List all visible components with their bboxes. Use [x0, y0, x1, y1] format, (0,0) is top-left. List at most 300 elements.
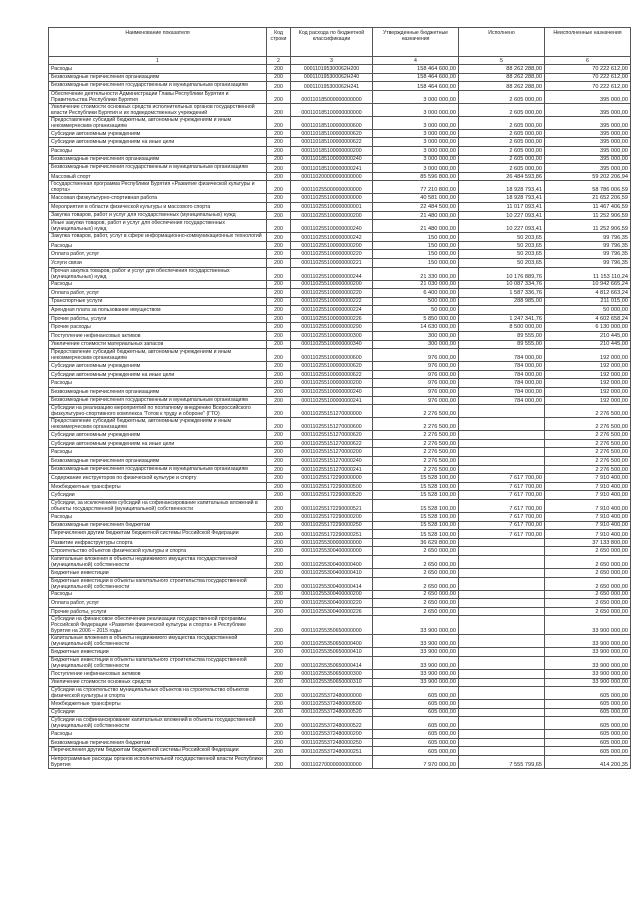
- table-row: [49, 349, 631, 362]
- row-line-code: 200: [267, 280, 291, 289]
- row-name: Закупка товаров, работ, услуг в сфере информационно-коммуникационных технологий: [49, 233, 267, 242]
- report-page: [48, 27, 630, 769]
- row-unexecuted: 99 796,35: [545, 250, 631, 259]
- row-unexecuted: 605 000,00: [545, 730, 631, 739]
- row-unexecuted: 2 276 500,00: [545, 465, 631, 474]
- row-approved: 85 596 800,00: [373, 172, 459, 181]
- row-budget-code: 000110255100000000200: [291, 211, 373, 220]
- row-budget-code: 000110255100000000222: [291, 297, 373, 306]
- row-executed: 50 203,65: [459, 258, 545, 267]
- table-row: [49, 530, 631, 539]
- row-approved: 2 650 000,00: [373, 547, 459, 556]
- table-row: [49, 669, 631, 678]
- row-executed: [459, 457, 545, 466]
- row-budget-code: 000110185100000000000: [291, 103, 373, 116]
- row-budget-code: 000110185000000000000: [291, 90, 373, 103]
- row-approved: 976 000,00: [373, 396, 459, 405]
- row-unexecuted: 192 000,00: [545, 396, 631, 405]
- row-line-code: 200: [267, 512, 291, 521]
- row-line-code: 200: [267, 138, 291, 147]
- row-line-code: 200: [267, 220, 291, 233]
- expenditure-table: [48, 27, 631, 769]
- row-name: Расходы: [49, 379, 267, 388]
- table-row: [49, 211, 631, 220]
- row-unexecuted: 2 276 500,00: [545, 431, 631, 440]
- column-number: 4: [373, 57, 459, 65]
- table-row: [49, 590, 631, 599]
- table-row: [49, 332, 631, 341]
- table-row: [49, 635, 631, 648]
- row-unexecuted: 99 796,35: [545, 241, 631, 250]
- row-name: Субсидии: [49, 491, 267, 500]
- row-line-code: 200: [267, 607, 291, 616]
- row-executed: [459, 669, 545, 678]
- row-line-code: 200: [267, 547, 291, 556]
- row-budget-code: 000110255100000000200: [291, 280, 373, 289]
- row-unexecuted: 21 652 206,59: [545, 194, 631, 203]
- row-name: Субсидии автономным учреждениям на иные цели: [49, 370, 267, 379]
- row-line-code: 200: [267, 164, 291, 173]
- row-line-code: 200: [267, 599, 291, 608]
- row-executed: 10 087 334,76: [459, 280, 545, 289]
- row-line-code: 200: [267, 314, 291, 323]
- row-unexecuted: 4 812 663,24: [545, 289, 631, 298]
- table-row: [49, 323, 631, 332]
- row-unexecuted: 395 000,00: [545, 164, 631, 173]
- row-name: Субсидии на реализацию мероприятий по поэтапному внедрению Всероссийского физкультурно-спортивного комплекса "Готов к труду и обороне" (ГТО): [49, 405, 267, 418]
- row-line-code: 200: [267, 482, 291, 491]
- row-budget-code: 000110255100000000220: [291, 250, 373, 259]
- row-line-code: 200: [267, 717, 291, 730]
- row-unexecuted: 2 650 000,00: [545, 555, 631, 568]
- row-line-code: 200: [267, 233, 291, 242]
- header-line-code: Код строки: [267, 28, 291, 57]
- row-executed: 2 605 000,00: [459, 164, 545, 173]
- row-approved: 605 000,00: [373, 687, 459, 700]
- row-executed: 10 227 093,41: [459, 211, 545, 220]
- row-executed: [459, 555, 545, 568]
- row-line-code: 200: [267, 499, 291, 512]
- row-budget-code: 000110255172290000251: [291, 530, 373, 539]
- row-name: Субсидии, за исключением субсидий на софинансирование капитальных вложений в объекты государственной (муниципальной) собственности: [49, 499, 267, 512]
- row-line-code: 200: [267, 439, 291, 448]
- row-unexecuted: 37 133 800,00: [545, 538, 631, 547]
- row-approved: 976 000,00: [373, 362, 459, 371]
- row-line-code: 200: [267, 202, 291, 211]
- row-budget-code: 000110255100000000340: [291, 340, 373, 349]
- row-executed: [459, 577, 545, 590]
- row-executed: [459, 405, 545, 418]
- row-name: Безвозмездные перечисления бюджетам: [49, 521, 267, 530]
- row-unexecuted: 605 000,00: [545, 687, 631, 700]
- row-budget-code: 000110255300400000226: [291, 607, 373, 616]
- row-unexecuted: 192 000,00: [545, 379, 631, 388]
- row-unexecuted: 70 222 612,00: [545, 73, 631, 82]
- row-line-code: 200: [267, 678, 291, 687]
- row-approved: 3 000 000,00: [373, 116, 459, 129]
- row-name: Обеспечение деятельности Администрации Главы Республики Бурятия и Правительства Республики Бурятия: [49, 90, 267, 103]
- row-name: Увеличение стоимости основных средств: [49, 678, 267, 687]
- table-row: [49, 362, 631, 371]
- header-approved: Утвержденные бюджетные назначения: [373, 28, 459, 57]
- row-executed: 1 587 336,76: [459, 289, 545, 298]
- row-name: Безвозмездные перечисления организациям: [49, 155, 267, 164]
- row-executed: 26 484 593,86: [459, 172, 545, 181]
- header-row: [49, 28, 631, 57]
- row-approved: 158 464 600,00: [373, 65, 459, 74]
- row-approved: 21 030 000,00: [373, 280, 459, 289]
- row-unexecuted: 33 900 000,00: [545, 678, 631, 687]
- row-unexecuted: 6 130 000,00: [545, 323, 631, 332]
- row-unexecuted: 192 000,00: [545, 362, 631, 371]
- row-executed: [459, 700, 545, 709]
- row-executed: 7 617 700,00: [459, 482, 545, 491]
- row-approved: 976 000,00: [373, 388, 459, 397]
- row-approved: 976 000,00: [373, 349, 459, 362]
- table-row: [49, 267, 631, 280]
- row-executed: 88 262 288,00: [459, 73, 545, 82]
- row-name: Субсидии автономным учреждениям: [49, 129, 267, 138]
- row-approved: 14 630 000,00: [373, 323, 459, 332]
- row-budget-code: 000110255100000000200: [291, 241, 373, 250]
- row-executed: [459, 648, 545, 657]
- row-approved: 15 528 100,00: [373, 521, 459, 530]
- row-approved: 150 000,00: [373, 250, 459, 259]
- row-name: Прочие работы, услуги: [49, 607, 267, 616]
- row-line-code: 200: [267, 521, 291, 530]
- row-unexecuted: 7 910 400,00: [545, 482, 631, 491]
- row-line-code: 200: [267, 116, 291, 129]
- row-name: Прочие расходы: [49, 323, 267, 332]
- row-line-code: 200: [267, 289, 291, 298]
- row-name: Расходы: [49, 730, 267, 739]
- row-line-code: 200: [267, 700, 291, 709]
- header-executed: Исполнено: [459, 28, 545, 57]
- table-row: [49, 129, 631, 138]
- table-row: [49, 547, 631, 556]
- row-line-code: 200: [267, 250, 291, 259]
- row-executed: [459, 717, 545, 730]
- row-line-code: 200: [267, 568, 291, 577]
- row-line-code: 200: [267, 656, 291, 669]
- row-executed: [459, 607, 545, 616]
- row-name: Строительство объектов физической культуры и спорта: [49, 547, 267, 556]
- row-name: Арендная плата за пользование имуществом: [49, 306, 267, 315]
- row-approved: 40 581 000,00: [373, 194, 459, 203]
- row-approved: 15 528 100,00: [373, 491, 459, 500]
- row-line-code: 200: [267, 323, 291, 332]
- row-line-code: 200: [267, 457, 291, 466]
- column-number: 1: [49, 57, 267, 65]
- row-unexecuted: 7 910 400,00: [545, 491, 631, 500]
- row-unexecuted: 11 467 406,59: [545, 202, 631, 211]
- row-unexecuted: 33 900 000,00: [545, 616, 631, 635]
- row-executed: 784 000,00: [459, 396, 545, 405]
- row-budget-code: 000110255350650000000: [291, 616, 373, 635]
- row-approved: 21 480 000,00: [373, 220, 459, 233]
- table-row: [49, 297, 631, 306]
- row-approved: 150 000,00: [373, 233, 459, 242]
- row-line-code: 200: [267, 65, 291, 74]
- row-unexecuted: 2 650 000,00: [545, 577, 631, 590]
- row-approved: 36 629 800,00: [373, 538, 459, 547]
- row-name: Бюджетные инвестиции в объекты капитального строительства государственной (муниципальной) собственности: [49, 577, 267, 590]
- row-budget-code: 000110255172290000250: [291, 521, 373, 530]
- row-name: Массовый спорт: [49, 172, 267, 181]
- row-executed: 2 605 000,00: [459, 155, 545, 164]
- row-name: Предоставление субсидий бюджетным, автономным учреждениям и иным некоммерческим организациям: [49, 418, 267, 431]
- row-approved: 15 528 100,00: [373, 482, 459, 491]
- row-name: Оплата работ, услуг: [49, 250, 267, 259]
- row-executed: 2 605 000,00: [459, 129, 545, 138]
- row-approved: 3 000 000,00: [373, 129, 459, 138]
- row-line-code: 200: [267, 577, 291, 590]
- row-approved: 77 210 800,00: [373, 181, 459, 194]
- row-budget-code: 000110255372480000200: [291, 730, 373, 739]
- row-unexecuted: 11 153 110,24: [545, 267, 631, 280]
- row-budget-code: 000110255300400000220: [291, 599, 373, 608]
- row-executed: 18 928 793,41: [459, 194, 545, 203]
- row-budget-code: 000110185100000000200: [291, 146, 373, 155]
- row-approved: 2 650 000,00: [373, 568, 459, 577]
- table-row: [49, 164, 631, 173]
- row-name: Субсидии автономным учреждениям на иные цели: [49, 439, 267, 448]
- row-executed: [459, 616, 545, 635]
- row-executed: 88 262 288,00: [459, 82, 545, 91]
- table-row: [49, 82, 631, 91]
- row-unexecuted: 4 602 658,24: [545, 314, 631, 323]
- row-name: Субсидии автономным учреждениям на иные цели: [49, 138, 267, 147]
- table-row: [49, 708, 631, 717]
- row-budget-code: 000110255100000000220: [291, 289, 373, 298]
- row-approved: 5 850 000,00: [373, 314, 459, 323]
- row-unexecuted: 395 000,00: [545, 90, 631, 103]
- row-approved: 605 000,00: [373, 717, 459, 730]
- table-row: [49, 431, 631, 440]
- row-name: Увеличение стоимости основных средств исполнительных органов государственной власти Республики Бурятия и их подведомственных учреждений: [49, 103, 267, 116]
- row-executed: 784 000,00: [459, 362, 545, 371]
- row-name: Перечисления другим бюджетам бюджетной системы Российской Федерации: [49, 530, 267, 539]
- row-line-code: 200: [267, 155, 291, 164]
- table-row: [49, 717, 631, 730]
- table-row: [49, 538, 631, 547]
- row-budget-code: 000110255350650000300: [291, 669, 373, 678]
- row-line-code: 200: [267, 306, 291, 315]
- row-executed: 2 605 000,00: [459, 103, 545, 116]
- row-unexecuted: 33 900 000,00: [545, 648, 631, 657]
- row-name: Расходы: [49, 448, 267, 457]
- row-budget-code: 000110255372480000520: [291, 708, 373, 717]
- row-budget-code: 000110255372480000500: [291, 700, 373, 709]
- row-budget-code: 000110185100000000620: [291, 129, 373, 138]
- table-row: [49, 616, 631, 635]
- row-name: Услуги связи: [49, 258, 267, 267]
- row-budget-code: 000110255100000000240: [291, 220, 373, 233]
- row-approved: 22 484 500,00: [373, 202, 459, 211]
- row-executed: [459, 538, 545, 547]
- row-executed: 7 617 700,00: [459, 474, 545, 483]
- table-row: [49, 370, 631, 379]
- row-unexecuted: 395 000,00: [545, 138, 631, 147]
- row-line-code: 200: [267, 687, 291, 700]
- row-line-code: 200: [267, 616, 291, 635]
- table-row: [49, 656, 631, 669]
- row-unexecuted: 2 650 000,00: [545, 547, 631, 556]
- row-line-code: 200: [267, 590, 291, 599]
- row-unexecuted: 2 650 000,00: [545, 607, 631, 616]
- row-name: Расходы: [49, 590, 267, 599]
- row-name: Поступление нефинансовых активов: [49, 332, 267, 341]
- row-budget-code: 000110255151270000200: [291, 448, 373, 457]
- table-row: [49, 220, 631, 233]
- row-budget-code: 000110255300400000000: [291, 547, 373, 556]
- row-budget-code: 000110255151270000600: [291, 418, 373, 431]
- row-budget-code: 000110255300400000414: [291, 577, 373, 590]
- row-executed: 10 176 889,76: [459, 267, 545, 280]
- row-budget-code: 000110255100000000200: [291, 379, 373, 388]
- row-budget-code: 000110255100000000001: [291, 202, 373, 211]
- row-unexecuted: 2 650 000,00: [545, 590, 631, 599]
- row-approved: 2 276 500,00: [373, 439, 459, 448]
- row-budget-code: 000110255372480000522: [291, 717, 373, 730]
- table-row: [49, 340, 631, 349]
- row-line-code: 200: [267, 388, 291, 397]
- row-approved: 158 464 600,00: [373, 82, 459, 91]
- row-budget-code: 000110255151270000622: [291, 439, 373, 448]
- row-name: Транспортные услуги: [49, 297, 267, 306]
- row-budget-code: 000110255172290000500: [291, 482, 373, 491]
- row-name: Массовая физкультурно-спортивная работа: [49, 194, 267, 203]
- row-line-code: 200: [267, 146, 291, 155]
- row-approved: 33 900 000,00: [373, 656, 459, 669]
- row-unexecuted: 59 202 206,94: [545, 172, 631, 181]
- row-name: Расходы: [49, 241, 267, 250]
- table-row: [49, 233, 631, 242]
- table-row: [49, 194, 631, 203]
- row-budget-code: 000110255372480000000: [291, 687, 373, 700]
- row-unexecuted: 192 000,00: [545, 370, 631, 379]
- row-budget-code: 000110255300400000400: [291, 555, 373, 568]
- row-executed: 50 203,65: [459, 233, 545, 242]
- row-name: Непрограммные расходы органов исполнительной государственной власти Республики Бурятия: [49, 756, 267, 769]
- table-row: [49, 448, 631, 457]
- row-budget-code: 000110255172290000200: [291, 512, 373, 521]
- row-line-code: 200: [267, 340, 291, 349]
- row-approved: 2 650 000,00: [373, 590, 459, 599]
- row-executed: 11 017 093,41: [459, 202, 545, 211]
- row-line-code: 200: [267, 648, 291, 657]
- row-line-code: 200: [267, 730, 291, 739]
- row-name: Безвозмездные перечисления государственным и муниципальным организациям: [49, 164, 267, 173]
- table-row: [49, 457, 631, 466]
- table-row: [49, 607, 631, 616]
- table-row: [49, 687, 631, 700]
- row-unexecuted: 7 910 400,00: [545, 499, 631, 512]
- row-unexecuted: 210 445,00: [545, 332, 631, 341]
- row-approved: 605 000,00: [373, 700, 459, 709]
- row-unexecuted: 605 000,00: [545, 747, 631, 756]
- row-executed: [459, 708, 545, 717]
- row-unexecuted: 99 796,35: [545, 258, 631, 267]
- row-budget-code: 000110255100000000241: [291, 396, 373, 405]
- row-executed: 784 000,00: [459, 388, 545, 397]
- row-budget-code: 000110255172290000520: [291, 491, 373, 500]
- row-name: Безвозмездные перечисления организациям: [49, 457, 267, 466]
- table-row: [49, 258, 631, 267]
- table-row: [49, 388, 631, 397]
- row-executed: 8 500 000,00: [459, 323, 545, 332]
- row-name: Оплата работ, услуг: [49, 599, 267, 608]
- row-line-code: 200: [267, 738, 291, 747]
- header-indicator-name: Наименование показателя: [49, 28, 267, 57]
- row-budget-code: 000110255000000000000: [291, 181, 373, 194]
- row-name: Государственная программа Республики Бурятия «Развитие физической культуры и спорта»: [49, 181, 267, 194]
- row-approved: 2 276 500,00: [373, 418, 459, 431]
- row-line-code: 200: [267, 370, 291, 379]
- table-row: [49, 700, 631, 709]
- row-executed: 7 617 700,00: [459, 521, 545, 530]
- row-approved: 976 000,00: [373, 379, 459, 388]
- row-budget-code: 000110255100000000226: [291, 314, 373, 323]
- row-name: Увеличение стоимости материальных запасов: [49, 340, 267, 349]
- row-budget-code: 000110255372480000251: [291, 747, 373, 756]
- header-unexecuted: Неисполненные назначения: [545, 28, 631, 57]
- row-executed: 2 605 000,00: [459, 146, 545, 155]
- row-name: Безвозмездные перечисления организациям: [49, 73, 267, 82]
- row-unexecuted: 605 000,00: [545, 708, 631, 717]
- row-executed: [459, 418, 545, 431]
- row-executed: [459, 635, 545, 648]
- table-row: [49, 172, 631, 181]
- row-approved: 605 000,00: [373, 747, 459, 756]
- row-approved: 2 650 000,00: [373, 599, 459, 608]
- row-executed: 88 262 288,00: [459, 65, 545, 74]
- row-line-code: 200: [267, 555, 291, 568]
- row-line-code: 200: [267, 267, 291, 280]
- row-budget-code: 000110255151270000241: [291, 465, 373, 474]
- row-unexecuted: 605 000,00: [545, 717, 631, 730]
- row-unexecuted: 33 900 000,00: [545, 669, 631, 678]
- table-row: [49, 155, 631, 164]
- row-budget-code: 000110255350650000414: [291, 656, 373, 669]
- row-budget-code: 000110185100000000600: [291, 116, 373, 129]
- row-line-code: 200: [267, 418, 291, 431]
- row-name: Расходы: [49, 146, 267, 155]
- row-unexecuted: 192 000,00: [545, 349, 631, 362]
- row-unexecuted: 11 252 906,59: [545, 211, 631, 220]
- row-name: Субсидии на финансовое обеспечение реализации государственной программы Российской Федерации «Развитие физической культуры и спорта» в Республике Бурятия на 2006 – 2015 годы: [49, 616, 267, 635]
- row-approved: 150 000,00: [373, 241, 459, 250]
- row-line-code: 200: [267, 431, 291, 440]
- row-name: Субсидии на софинансирование капитальных вложений в объекты государственной (муниципальной) собственности: [49, 717, 267, 730]
- row-unexecuted: 395 000,00: [545, 146, 631, 155]
- row-name: Прочая закупка товаров, работ и услуг для обеспечения государственных (муниципальных) нужд: [49, 267, 267, 280]
- row-approved: 6 400 000,00: [373, 289, 459, 298]
- row-approved: 3 000 000,00: [373, 155, 459, 164]
- row-approved: 33 900 000,00: [373, 669, 459, 678]
- row-executed: 7 617 700,00: [459, 530, 545, 539]
- table-row: [49, 90, 631, 103]
- row-approved: 3 000 000,00: [373, 103, 459, 116]
- row-line-code: 200: [267, 258, 291, 267]
- row-unexecuted: 7 910 400,00: [545, 474, 631, 483]
- row-approved: 33 900 000,00: [373, 678, 459, 687]
- row-unexecuted: 58 786 006,59: [545, 181, 631, 194]
- row-approved: 300 000,00: [373, 340, 459, 349]
- row-budget-code: 000110255350650000400: [291, 635, 373, 648]
- row-executed: 7 617 700,00: [459, 491, 545, 500]
- row-executed: 50 203,65: [459, 250, 545, 259]
